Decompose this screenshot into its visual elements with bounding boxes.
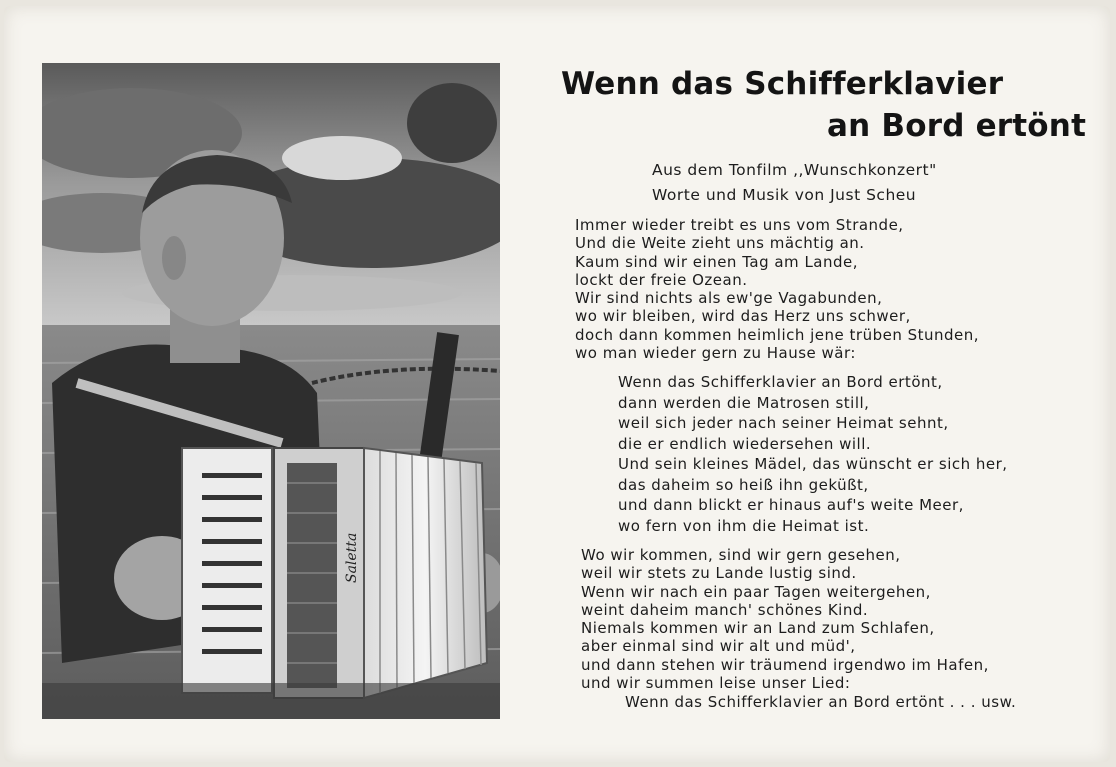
- author-credit: Worte und Musik von Just Scheu: [652, 186, 917, 204]
- lyric-line: aber einmal sind wir alt und müd',: [581, 637, 856, 656]
- lyric-line: Wo wir kommen, sind wir gern gesehen,: [581, 546, 901, 564]
- sailor-accordion-photo: [42, 63, 500, 719]
- lyric-line: wo wir bleiben, wird das Herz uns schwer,: [575, 307, 911, 326]
- lyric-line: weint daheim manch' schönes Kind.: [581, 600, 869, 619]
- film-source-credit: Aus dem Tonfilm ,,Wunschkonzert": [652, 161, 937, 179]
- lyric-line: Immer wieder treibt es uns vom Strande,: [575, 216, 904, 234]
- lyric-line: Und die Weite zieht uns mächtig an.: [575, 234, 865, 253]
- lyric-line: dann werden die Matrosen still,: [618, 393, 870, 412]
- chorus: [618, 372, 1008, 536]
- lyric-line: wo man wieder gern zu Hause wär:: [575, 344, 856, 363]
- lyric-line: Niemals kommen wir an Land zum Schlafen,: [581, 619, 935, 638]
- lyric-line: Wenn wir nach ein paar Tagen weitergehen,: [581, 582, 931, 601]
- postcard: [4, 6, 1110, 762]
- song-title-line-2: an Bord ertönt: [827, 108, 1087, 144]
- song-title-line-1: Wenn das Schifferklavier: [561, 66, 1004, 102]
- refrain-line: Wenn das Schifferklavier an Bord ertönt . . . usw.: [625, 693, 1017, 711]
- lyric-line: und dann stehen wir träumend irgendwo im Hafen,: [581, 655, 989, 674]
- lyric-line: das daheim so heiß ihn geküßt,: [618, 475, 869, 494]
- lyric-line: und dann blickt er hinaus auf's weite Meer,: [618, 496, 964, 514]
- lyric-line: die er endlich wiedersehen will.: [618, 434, 872, 453]
- lyric-line: Und sein kleines Mädel, das wünscht er sich her,: [618, 455, 1008, 473]
- verse-1: [575, 216, 979, 362]
- accordion-brand: Saletta: [344, 532, 360, 583]
- verse-2: [581, 546, 989, 692]
- lyric-line: Wenn das Schifferklavier an Bord ertönt,: [618, 373, 943, 391]
- lyric-line: lockt der freie Ozean.: [575, 270, 748, 289]
- lyric-line: weil sich jeder nach seiner Heimat sehnt,: [618, 414, 949, 432]
- lyric-line: Wir sind nichts als ew'ge Vagabunden,: [575, 289, 883, 308]
- lyric-line: doch dann kommen heimlich jene trüben Stunden,: [575, 325, 980, 344]
- lyric-line: wo fern von ihm die Heimat ist.: [618, 516, 870, 535]
- lyric-line: Kaum sind wir einen Tag am Lande,: [575, 252, 859, 271]
- lyric-line: und wir summen leise unser Lied:: [581, 674, 851, 693]
- lyric-line: weil wir stets zu Lande lustig sind.: [581, 564, 857, 583]
